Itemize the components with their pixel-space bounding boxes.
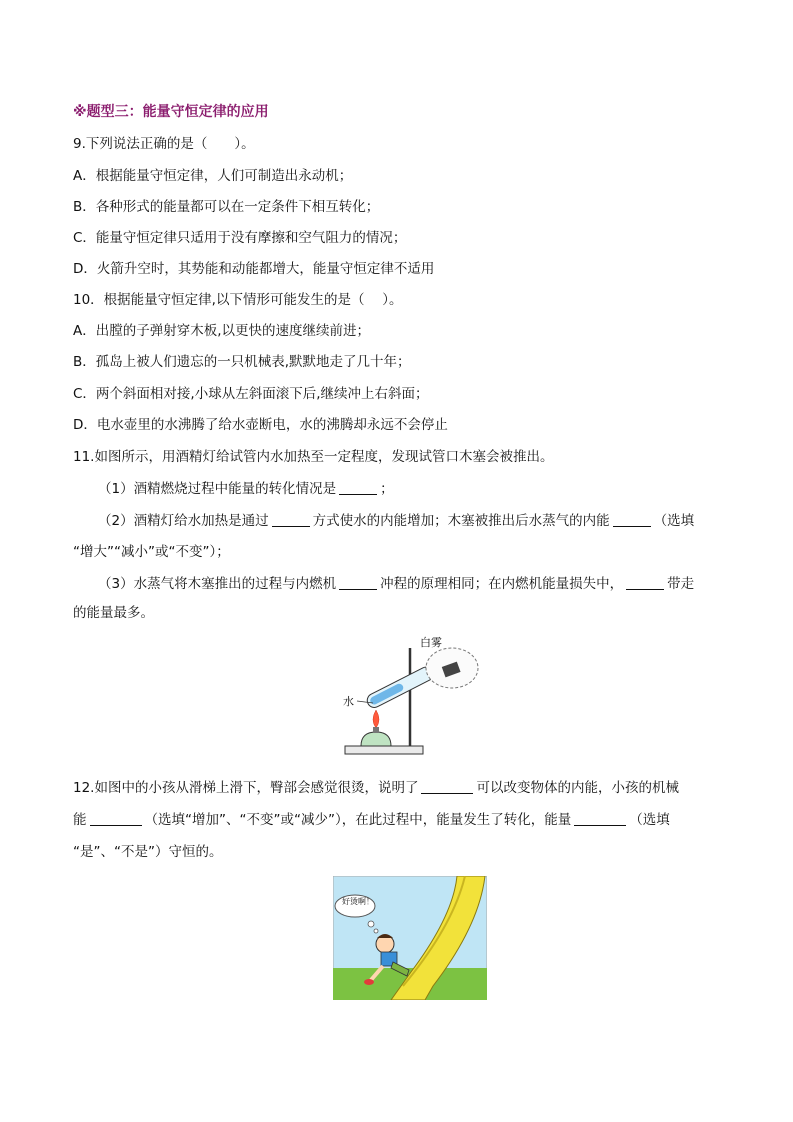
- fig-label-fog: 白雾: [420, 636, 442, 649]
- q11-stem: 11.如图所示，用酒精灯给试管内水加热至一定程度，发现试管口木塞会被推出。: [73, 449, 554, 465]
- q11-part1: [98, 479, 394, 499]
- q12-line-1: [73, 778, 679, 798]
- slide-figure: [333, 876, 487, 1000]
- q11-part3-text-c: 带走: [667, 576, 695, 592]
- q11-part3-text-b: 冲程的原理相同；在内燃机能量损失中，: [380, 576, 624, 592]
- q11-part2-text-b: 方式使水的内能增加；木塞被推出后水蒸气的内能: [312, 513, 610, 529]
- q11-part3-text-a: （3）水蒸气将木塞推出的过程与内燃机: [98, 576, 337, 592]
- alcohol-lamp: [361, 732, 391, 746]
- flame: [373, 710, 379, 728]
- q11-part2: [98, 511, 694, 531]
- q10-option-c: C．两个斜面相对接,小球从左斜面滚下后,继续冲上右斜面；: [73, 386, 429, 402]
- q11-part3-end: 的能量最多。: [73, 605, 154, 621]
- lamp-wick: [373, 727, 379, 733]
- q11-part1-end: ；: [380, 481, 394, 497]
- q10-option-b: B．孤岛上被人们遗忘的一只机械表,默默地走了几十年；: [73, 354, 411, 370]
- test-tube: [365, 665, 436, 710]
- q11-blank-5[interactable]: [626, 575, 664, 590]
- q12-text-2a: 能: [73, 812, 87, 828]
- q11-part2-options: “增大”“减小”或“不变”）；: [73, 544, 230, 560]
- q12-line-3: “是”、“不是”）守恒的。: [73, 844, 223, 860]
- q12-line-2: [73, 810, 670, 830]
- q11-part1-text: （1）酒精燃烧过程中能量的转化情况是: [98, 481, 337, 497]
- fig-label-water: 水: [343, 695, 354, 708]
- q9-option-a: A．根据能量守恒定律，人们可制造出永动机；: [73, 168, 353, 184]
- q11-blank-1[interactable]: [339, 480, 377, 495]
- boy-shoe: [364, 979, 374, 985]
- q9-stem: 9.下列说法正确的是（ ）。: [73, 136, 255, 152]
- q10-option-d: D．电水壶里的水沸腾了给水壶断电，水的沸腾却永远不会停止: [73, 417, 448, 433]
- q9-option-b: B．各种形式的能量都可以在一定条件下相互转化；: [73, 199, 380, 215]
- q11-blank-2[interactable]: [272, 512, 310, 527]
- q10-option-a: A．出膛的子弹射穿木板,以更快的速度继续前进；: [73, 323, 371, 339]
- q11-part3: [98, 574, 694, 594]
- q11-part2-text-c: （选填: [653, 513, 695, 529]
- q12-text-1a: 12.如图中的小孩从滑梯上滑下，臀部会感觉很烫，说明了: [73, 780, 419, 796]
- q12-text-2b: （选填“增加”、“不变”或“减少”），在此过程中，能量发生了转化，能量: [144, 812, 572, 828]
- q11-blank-3[interactable]: [613, 512, 651, 527]
- thought-bubble-text: 好烫啊！: [342, 897, 374, 906]
- q10-stem: 10．根据能量守恒定律,以下情形可能发生的是（ ）。: [73, 292, 403, 308]
- q9-option-d: D．火箭升空时，其势能和动能都增大，能量守恒定律不适用: [73, 261, 435, 277]
- q12-text-1b: 可以改变物体的内能，小孩的机械: [476, 780, 679, 796]
- q12-blank-3[interactable]: [574, 811, 626, 826]
- q11-part2-text-a: （2）酒精灯给水加热是通过: [98, 513, 269, 529]
- q12-blank-2[interactable]: [90, 811, 142, 826]
- q12-blank-1[interactable]: [421, 779, 473, 794]
- q12-text-2c: （选填: [629, 812, 670, 828]
- section-title: ※题型三：能量守恒定律的应用: [73, 104, 269, 120]
- test-tube-apparatus-figure: [335, 628, 485, 763]
- q9-option-c: C．能量守恒定律只适用于没有摩擦和空气阻力的情况；: [73, 230, 407, 246]
- q11-blank-4[interactable]: [339, 575, 377, 590]
- stand-base: [345, 746, 423, 754]
